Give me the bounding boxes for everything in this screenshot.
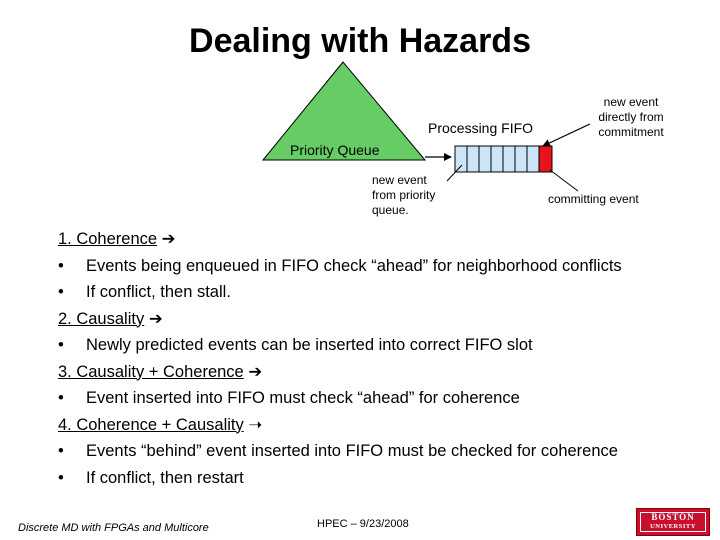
bullet-text: If conflict, then restart <box>86 468 244 487</box>
boston-university-logo <box>636 508 710 536</box>
hazard-points <box>58 226 708 491</box>
bullet-text: Events “behind” event inserted into FIFO must be checked for coherence <box>86 442 618 460</box>
fifo-slot <box>491 146 503 172</box>
processing-fifo-label: Processing FIFO <box>428 120 534 136</box>
slide-title: Dealing with Hazards <box>189 22 531 60</box>
committing-event-label: committing event <box>548 192 639 206</box>
bullet-item <box>58 253 708 280</box>
committing-event-pointer <box>550 170 578 191</box>
arrow-icon: ➝ <box>248 415 263 434</box>
bullet-icon: • <box>58 468 64 487</box>
bullet-item <box>58 438 708 465</box>
arrow-icon: ➔ <box>248 362 263 381</box>
point-heading <box>58 412 708 439</box>
fifo-slot <box>467 146 479 172</box>
logo-text-bottom: UNIVERSITY <box>650 523 696 530</box>
footer-date-text: HPEC – 9/23/2008 <box>317 518 409 530</box>
label-line: new event <box>372 173 427 187</box>
heading-text: 1. Coherence <box>58 230 158 248</box>
point-heading <box>58 306 708 333</box>
bullet-icon: • <box>58 442 64 460</box>
bullet-text: Event inserted into FIFO must check “ahead” for coherence <box>86 389 520 407</box>
bullet-text: If conflict, then stall. <box>86 283 231 301</box>
priority-queue-label: Priority Queue <box>290 142 380 158</box>
bullet-icon: • <box>58 389 64 407</box>
new-event-pq-label <box>372 173 435 218</box>
bullet-item <box>58 279 708 306</box>
bullet-text: Newly predicted events can be inserted into correct FIFO slot <box>86 336 533 354</box>
new-event-commitment-label <box>576 95 686 140</box>
label-line: queue. <box>372 203 409 217</box>
footer-left-text: Discrete MD with FPGAs and Multicore <box>18 522 209 534</box>
bullet-item <box>58 332 708 359</box>
point-heading <box>58 226 708 253</box>
label-line: new event <box>603 95 659 109</box>
fifo-slot <box>527 146 539 172</box>
arrow-icon: ➔ <box>161 230 176 248</box>
label-line: directly from <box>598 110 664 124</box>
bullet-icon: • <box>58 336 64 354</box>
heading-text: 4. Coherence + Causality <box>58 415 244 434</box>
logo-text-top: BOSTON <box>651 512 695 522</box>
fifo-slot <box>515 146 527 172</box>
arrow-icon: ➔ <box>148 309 163 328</box>
label-line: from priority <box>372 188 436 202</box>
heading-text: 3. Causality + Coherence <box>58 362 244 381</box>
bullet-item <box>58 465 708 492</box>
bullet-icon: • <box>58 283 64 301</box>
bullet-text: Events being enqueued in FIFO check “ahead” for neighborhood conflicts <box>86 256 622 275</box>
bullet-icon: • <box>58 256 64 275</box>
fifo-queue <box>455 146 552 172</box>
fifo-slot <box>479 146 491 172</box>
fifo-slot <box>455 146 467 172</box>
bullet-item <box>58 385 708 412</box>
fifo-slot <box>503 146 515 172</box>
fifo-commit-slot <box>539 146 552 172</box>
heading-text: 2. Causality <box>58 309 145 328</box>
label-line: commitment <box>598 125 664 139</box>
point-heading <box>58 359 708 386</box>
